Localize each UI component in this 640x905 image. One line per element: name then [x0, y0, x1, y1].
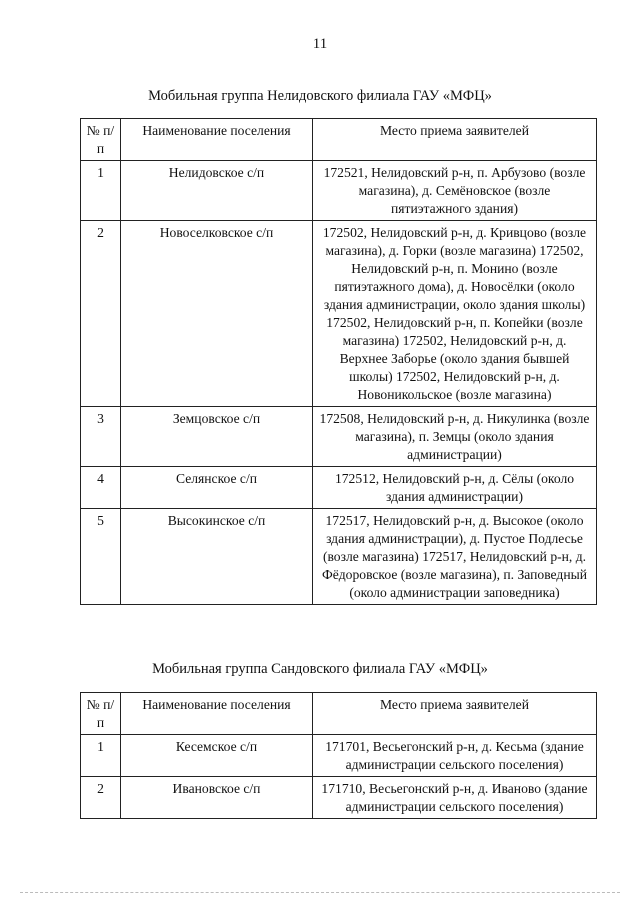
row-settlement: Селянское с/п: [121, 467, 313, 509]
table-sandovo: [80, 692, 597, 819]
section-heading-sandovo: Мобильная группа Сандовского филиала ГАУ «МФЦ»: [152, 661, 488, 677]
row-num: 5: [81, 509, 121, 605]
row-place: 172521, Нелидовский р-н, п. Арбузово (возле магазина), д. Семёновское (возле пятиэтажного здания): [313, 161, 597, 221]
row-place: 172508, Нелидовский р-н, д. Никулинка (возле магазина), п. Земцы (около здания администрации): [313, 407, 597, 467]
section-heading-nelidovo: Мобильная группа Нелидовского филиала ГАУ «МФЦ»: [148, 88, 492, 104]
page-number: 11: [312, 36, 328, 52]
header-place: Место приема заявителей: [313, 693, 597, 735]
row-num: 2: [81, 221, 121, 407]
row-place: 172517, Нелидовский р-н, д. Высокое (около здания администрации), д. Пустое Подлесье (возле магазина) 172517, Нелидовский р-н, д. Фёдоровское (возле магазина), п. Заповедный (около администрации заповедника): [313, 509, 597, 605]
row-place: 171701, Весьегонский р-н, д. Кесьма (здание администрации сельского поселения): [313, 735, 597, 777]
header-num: № п/п: [81, 119, 121, 161]
row-settlement: Высокинское с/п: [121, 509, 313, 605]
table-header-row: [81, 693, 597, 735]
table-row: [81, 735, 597, 777]
table-row: [81, 407, 597, 467]
row-num: 4: [81, 467, 121, 509]
row-place: 171710, Весьегонский р-н, д. Иваново (здание администрации сельского поселения): [313, 777, 597, 819]
row-num: 3: [81, 407, 121, 467]
row-place: 172512, Нелидовский р-н, д. Сёлы (около здания администрации): [313, 467, 597, 509]
row-settlement: Земцовское с/п: [121, 407, 313, 467]
table-nelidovo: [80, 118, 597, 605]
row-settlement: Кесемское с/п: [121, 735, 313, 777]
row-num: 2: [81, 777, 121, 819]
row-settlement: Ивановское с/п: [121, 777, 313, 819]
row-num: 1: [81, 161, 121, 221]
table-row: [81, 467, 597, 509]
header-settlement: Наименование поселения: [121, 693, 313, 735]
table-header-row: [81, 119, 597, 161]
table-row: [81, 777, 597, 819]
header-place: Место приема заявителей: [313, 119, 597, 161]
header-settlement: Наименование поселения: [121, 119, 313, 161]
table-row: [81, 509, 597, 605]
row-place: 172502, Нелидовский р-н, д. Кривцово (возле магазина), д. Горки (возле магазина) 172502, Нелидовский р-н, п. Монино (возле пятиэтажного дома), д. Новосёлки (около здания администрации, около здания школы) 172502, Нелидовский р-н, п. Копейки (возле магазина) 172502, Нелидовский р-н, д. Верхнее Заборье (около здания бывшей школы) 172502, Нелидовский р-н, д. Новоникольское (возле магазина): [313, 221, 597, 407]
table-row: [81, 161, 597, 221]
row-num: 1: [81, 735, 121, 777]
row-settlement: Нелидовское с/п: [121, 161, 313, 221]
row-settlement: Новоселковское с/п: [121, 221, 313, 407]
table-row: [81, 221, 597, 407]
scan-artifact-line: [20, 892, 620, 893]
header-num: № п/п: [81, 693, 121, 735]
